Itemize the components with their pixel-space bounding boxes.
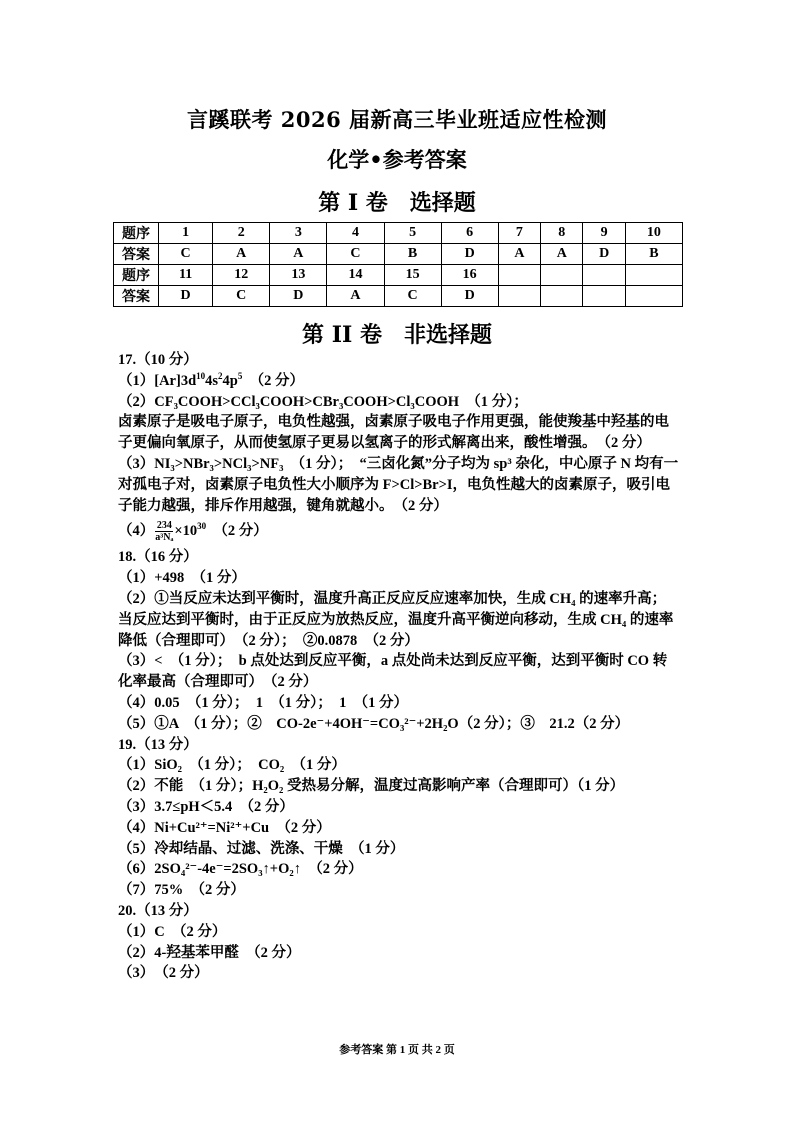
row-label: 题序 — [114, 223, 159, 244]
q18-line-3: （3）< （1 分）； b 点处达到反应平衡，a 点处尚未达到反应平衡，达到平衡时 CO 转化率最高（合理即可） （2 分） — [118, 653, 668, 691]
density-fraction: $\frac{234}{\text{a³Nₐ}}$ — [155, 520, 174, 544]
table-cell: 9 — [583, 223, 625, 244]
table-cell — [498, 265, 540, 286]
page-footer: 参考答案 第 1 页 共 2 页 — [339, 1044, 455, 1056]
table-cell: C — [384, 286, 441, 307]
table-cell — [498, 286, 540, 307]
q19-line-7: （7）75% （2 分） — [118, 882, 245, 899]
table-cell: 16 — [441, 265, 498, 286]
table-cell: D — [270, 286, 327, 307]
table-cell: C — [327, 244, 384, 265]
q18-line-1: （1）+498 （1 分） — [118, 570, 246, 587]
table-cell: 11 — [159, 265, 213, 286]
q17-line-1: $(1)[Ar]3d^{10}4s^24p^5$ （2 分） — [118, 370, 304, 389]
table-cell: 1 — [159, 223, 213, 244]
part1-heading: 第 I 卷 选择题 — [318, 190, 476, 216]
table-cell — [625, 265, 682, 286]
table-cell: 5 — [384, 223, 441, 244]
q19-line-6: （6）2SO₄²⁻-4e⁻=2SO₃↑+O₂↑ （2 分） — [118, 861, 363, 878]
q19-line-2: （2）不能 （1 分）；H₂O₂ 受热易分解，温度过高影响产率（合理即可）（1 分） — [118, 778, 625, 795]
table-cell — [625, 286, 682, 307]
table-cell: 10 — [625, 223, 682, 244]
q18-line-2: （2）①当反应未达到平衡时，温度升高正反应反应速率加快，生成 CH₄ 的速率升高；当反应达到平衡时，由于正反应为放热反应，温度升高平衡逆向移动，生成 CH₄ 的速率降低（合理即可） （2 分）； ②0.0878 （2 分） — [118, 590, 674, 649]
table-cell — [583, 286, 625, 307]
q17-line-3: 卤素原子是吸电子原子，电负性越强，卤素原子吸电子作用更强，能使羧基中羟基的电子更偏向氧原子，从而使氢原子更易以氢离子的形式解离出来，酸性增强。 （2 分） — [118, 414, 669, 452]
table-cell: 2 — [213, 223, 270, 244]
q18-line-5: （5）①A （1 分）；② CO-2e⁻+4OH⁻=CO₃²⁻+2H₂O（2 分）；③ 21.2（2 分） — [118, 715, 630, 732]
q19-line-1: （1）SiO₂ （1 分）； CO₂ （1 分） — [118, 757, 346, 774]
q17-line-4: （3）NI₃>NBr₃>NCl₃>NF₃ （1 分）； “三卤化氮”分子均为 sp³ 杂化，中心原子 N 均有一对孤电子对，卤素原子电负性大小顺序为 F>Cl>Br>I，电负性越大的卤素原子，吸引电子能力越强，排斥作用越强，键角就越小。 （2 分） — [118, 455, 679, 514]
table-cell: 4 — [327, 223, 384, 244]
table-cell: D — [441, 286, 498, 307]
answer-body — [118, 350, 680, 984]
table-cell: 3 — [270, 223, 327, 244]
answer-row — [114, 244, 683, 265]
table-cell: C — [159, 244, 213, 265]
part2-heading: 第 II 卷 非选择题 — [302, 322, 492, 348]
table-cell: B — [625, 244, 682, 265]
answer-row — [114, 286, 683, 307]
table-cell: D — [441, 244, 498, 265]
answer-table — [113, 222, 683, 307]
table-cell: 13 — [270, 265, 327, 286]
q17-line-5: （4） $\frac{234}{\text{a³Nₐ}}$ $\times 10^{30}$ （2 分） — [118, 520, 268, 544]
row-label: 题序 — [114, 265, 159, 286]
table-cell: 6 — [441, 223, 498, 244]
table-cell: D — [159, 286, 213, 307]
document-subtitle: 化学•参考答案 — [327, 147, 467, 172]
row-label: 答案 — [114, 286, 159, 307]
table-cell: 12 — [213, 265, 270, 286]
table-cell: 7 — [498, 223, 540, 244]
table-cell: A — [498, 244, 540, 265]
q20-heading: 20.（13 分） — [118, 902, 198, 919]
q18-line-4: （4）0.05 （1 分）； 1 （1 分）； 1 （1 分） — [118, 694, 408, 711]
table-cell: A — [270, 244, 327, 265]
table-cell — [583, 265, 625, 286]
table-cell: B — [384, 244, 441, 265]
table-cell: D — [583, 244, 625, 265]
q20-line-1: （1）C （2 分） — [118, 923, 227, 940]
table-cell: A — [541, 244, 583, 265]
question-number-row — [114, 265, 683, 286]
row-label: 答案 — [114, 244, 159, 265]
table-cell: 14 — [327, 265, 384, 286]
table-cell: 15 — [384, 265, 441, 286]
table-cell: A — [327, 286, 384, 307]
table-cell: A — [213, 244, 270, 265]
q20-line-3: （3） （2 分） — [118, 965, 209, 982]
table-cell — [541, 265, 583, 286]
table-cell: C — [213, 286, 270, 307]
q19-heading: 19.（13 分） — [118, 736, 198, 753]
q19-line-4: （4）Ni+Cu²⁺=Ni²⁺+Cu （2 分） — [118, 819, 331, 836]
q20-line-2: （2）4-羟基苯甲醛 （2 分） — [118, 944, 301, 961]
question-number-row — [114, 223, 683, 244]
table-cell — [541, 286, 583, 307]
table-cell: 8 — [541, 223, 583, 244]
q17-line-2: （2）CF₃COOH>CCl₃COOH>CBr₃COOH>Cl₃COOH （1 分）； — [118, 393, 528, 410]
q19-line-3: （3）3.7≤pH＜5.4 （2 分） — [118, 798, 294, 815]
q17-heading: 17.（10 分） — [118, 352, 198, 368]
q18-heading: 18.（16 分） — [118, 549, 198, 566]
q19-line-5: （5）冷却结晶、过滤、洗涤、干燥 （1 分） — [118, 840, 405, 857]
document-title: 言蹊联考 2026 届新高三毕业班适应性检测 — [186, 107, 608, 132]
